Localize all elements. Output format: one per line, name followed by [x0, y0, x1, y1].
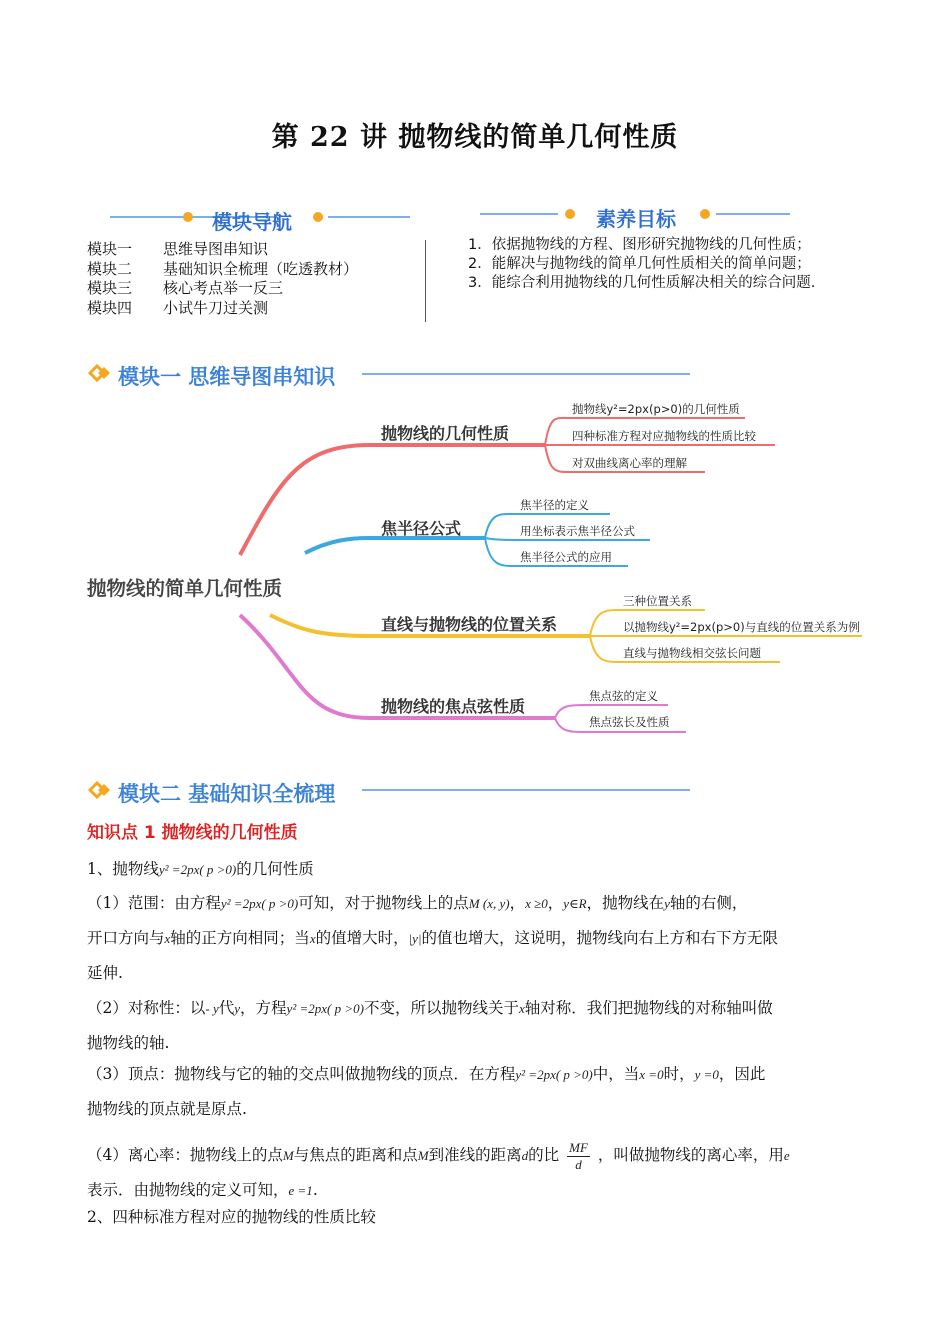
goals-list	[468, 236, 868, 293]
knowledge-point-title: 知识点 1 抛物线的几何性质	[87, 823, 298, 843]
branch-3-leaf-3: 直线与抛物线相交弦长问题	[623, 646, 761, 660]
nav-item-1[interactable]: 模块一 思维导图串知识	[87, 240, 269, 258]
nav-list	[87, 240, 358, 318]
goals-header: 素养目标	[596, 207, 676, 231]
module2-header-rule	[362, 789, 690, 791]
diamond-chevron-icon	[88, 362, 112, 384]
branch-3-leaf-2: 以抛物线y²=2px(p>0)与直线的位置关系为例	[623, 620, 860, 634]
branch-3-label: 直线与抛物线的位置关系	[381, 615, 558, 634]
branch-1-leaf-2: 四种标准方程对应抛物线的性质比较	[572, 429, 756, 443]
branch-2-label: 焦半径公式	[381, 519, 462, 538]
branch-4-label: 抛物线的焦点弦性质	[381, 697, 526, 716]
module1-header: 模块一 思维导图串知识	[118, 365, 336, 389]
goal-item-1: 1．依据抛物线的方程、图形研究抛物线的几何性质；	[468, 237, 811, 253]
branch-1-leaf-3: 对双曲线离心率的理解	[572, 456, 687, 470]
branch-2-leaf-3: 焦半径公式的应用	[520, 550, 612, 564]
para-vertex: （3）顶点：抛物线与它的轴的交点叫做抛物线的顶点．在方程y² =2px( p >0)中，当x =0时，y =0，因此 抛物线的顶点就是原点.	[87, 1065, 766, 1118]
column-divider	[425, 240, 426, 322]
mindmap-center: 抛物线的简单几何性质	[87, 577, 283, 600]
page-title: 第 22 讲 抛物线的简单几何性质	[271, 122, 679, 153]
para-symmetry: （2）对称性：以- y代y，方程y² =2px( p >0)不变，所以抛物线关于x轴对称．我们把抛物线的对称轴叫做 抛物线的轴.	[87, 999, 773, 1052]
branch-2-leaf-1: 焦半径的定义	[520, 498, 589, 512]
module1-header-rule	[362, 373, 690, 375]
branch-2-leaf-2: 用坐标表示焦半径公式	[520, 524, 635, 538]
para-1: 1、抛物线y² =2px( p >0)的几何性质	[87, 860, 314, 878]
nav-header: 模块导航	[212, 210, 292, 234]
branch-1-leaf-1: 抛物线y²=2px(p>0)的几何性质	[572, 402, 740, 416]
nav-item-3[interactable]: 模块三 核心考点举一反三	[87, 279, 284, 297]
branch-4-leaf-2: 焦点弦长及性质	[589, 715, 670, 729]
goal-item-3: 3．能综合利用抛物线的几何性质解决相关的综合问题.	[468, 275, 816, 291]
nav-item-4[interactable]: 模块四 小试牛刀过关测	[87, 298, 269, 317]
para-2: 2、四种标准方程对应的抛物线的性质比较	[87, 1208, 376, 1226]
para-eccentricity: （4）离心率：抛物线上的点M与焦点的距离和点M到准线的距离d的比 $\frac{MF}{d}$ ，叫做抛物线的离心率，用e 表示．由抛物线的定义可知，e =1.	[87, 1139, 790, 1199]
goal-item-2: 2．能解决与抛物线的简单几何性质相关的简单问题；	[468, 256, 811, 272]
fraction: $\frac{MF}{d}$	[569, 1139, 588, 1172]
branch-4-leaf-1: 焦点弦的定义	[589, 689, 658, 703]
branch-3-leaf-1: 三种位置关系	[623, 594, 692, 608]
diamond-chevron-icon	[88, 779, 112, 801]
nav-item-2[interactable]: 模块二 基础知识全梳理（吃透教材）	[87, 259, 359, 278]
para-range: （1）范围：由方程y² =2px( p >0)可知，对于抛物线上的点M (x, y)，x ≥0，y∈R，抛物线在y轴的右侧， 开口方向与x轴的正方向相同；当x的值增大时，|y|的值也增大，这说明，抛物线向右上方和右下方无限 延伸.	[87, 894, 779, 982]
branch-1-label: 抛物线的几何性质	[381, 424, 510, 443]
module2-header: 模块二 基础知识全梳理	[118, 782, 336, 806]
